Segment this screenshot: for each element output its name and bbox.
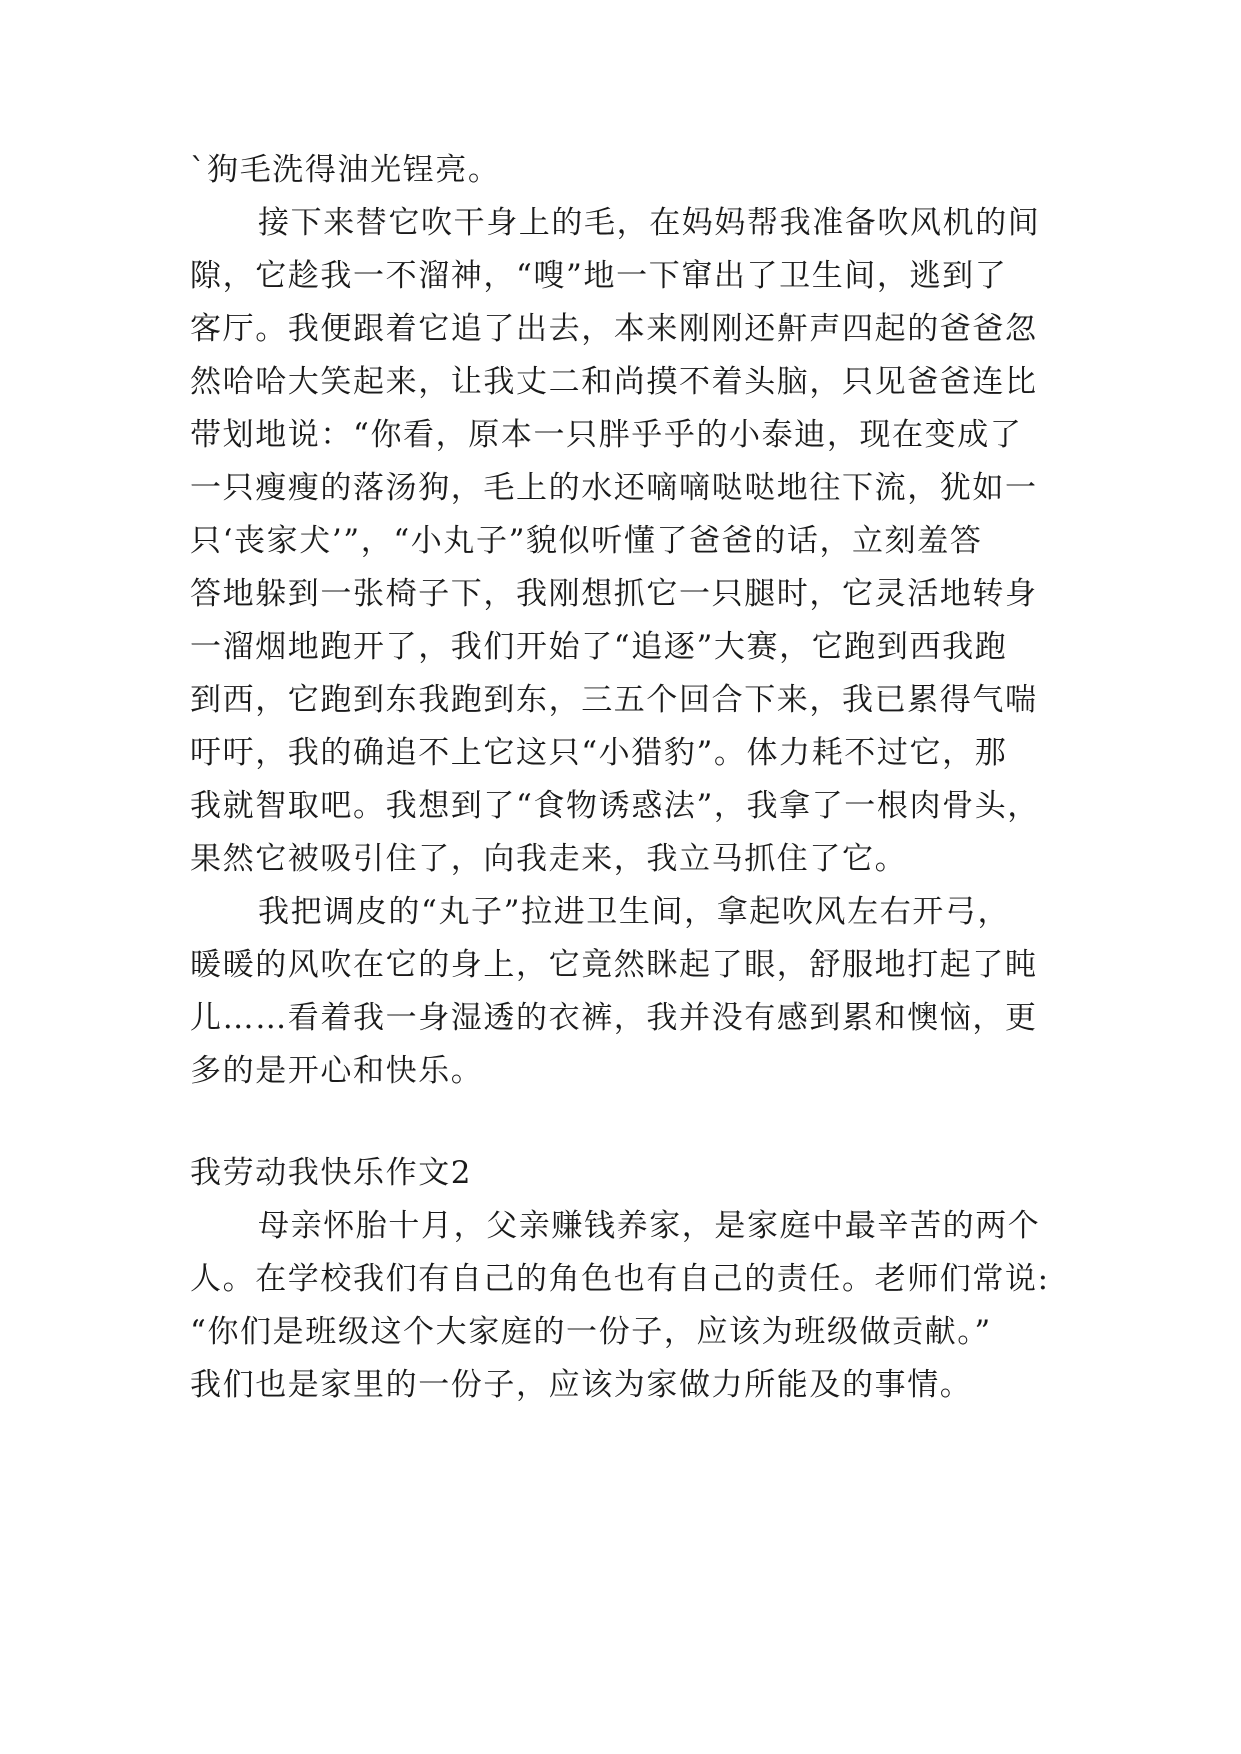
paragraph-line: 到西，它跑到东我跑到东，三五个回合下来，我已累得气喘 (190, 682, 1038, 718)
paragraph-line: 儿……看着我一身湿透的衣裤，我并没有感到累和懊恼，更 (190, 1000, 1038, 1036)
paragraph-line: 带划地说：“你看，原本一只胖乎乎的小泰迪，现在变成了 (190, 417, 1023, 453)
paragraph-line: 接下来替它吹干身上的毛，在妈妈帮我准备吹风机的间 (258, 205, 1041, 241)
paragraph-line: 我就智取吧。我想到了“食物诱惑法”，我拿了一根肉骨头， (190, 788, 1040, 824)
paragraph-line: 一只瘦瘦的落汤狗，毛上的水还嘀嘀哒哒地往下流，犹如一 (190, 470, 1038, 506)
paragraph-line: 果然它被吸引住了，向我走来，我立马抓住了它。 (190, 841, 908, 877)
paragraph-line: 母亲怀胎十月，父亲赚钱养家，是家庭中最辛苦的两个 (258, 1208, 1041, 1244)
paragraph-line: 隙，它趁我一不溜神，“嗖”地一下窜出了卫生间，逃到了 (190, 258, 1008, 294)
paragraph-line: 只‘丧家犬’”，“小丸子”貌似听懂了爸爸的话，立刻羞答 (190, 523, 983, 559)
paragraph-line: 吁吁，我的确追不上它这只“小猎豹”。体力耗不过它，那 (190, 735, 1008, 771)
paragraph-line: 客厅。我便跟着它追了出去，本来刚刚还鼾声四起的爸爸忽 (190, 311, 1038, 347)
paragraph-line: 多的是开心和快乐。 (190, 1053, 484, 1089)
paragraph-line: 我把调皮的“丸子”拉进卫生间，拿起吹风左右开弓， (258, 894, 1011, 930)
paragraph-line: `狗毛洗得油光锃亮。 (190, 152, 501, 188)
paragraph-line: 人。在学校我们有自己的角色也有自己的责任。老师们常说: (190, 1261, 1050, 1297)
paragraph-line: 一溜烟地跑开了，我们开始了“追逐”大赛，它跑到西我跑 (190, 629, 1008, 665)
section-title: 我劳动我快乐作文2 (190, 1155, 473, 1191)
paragraph-line: “你们是班级这个大家庭的一份子，应该为班级做贡献。” (190, 1314, 992, 1350)
paragraph-line: 然哈哈大笑起来，让我丈二和尚摸不着头脑，只见爸爸连比 (190, 364, 1038, 400)
paragraph-line: 我们也是家里的一份子，应该为家做力所能及的事情。 (190, 1367, 973, 1403)
paragraph-line: 答地躲到一张椅子下，我刚想抓它一只腿时，它灵活地转身 (190, 576, 1038, 612)
paragraph-line: 暖暖的风吹在它的身上，它竟然眯起了眼，舒服地打起了盹 (190, 947, 1038, 983)
